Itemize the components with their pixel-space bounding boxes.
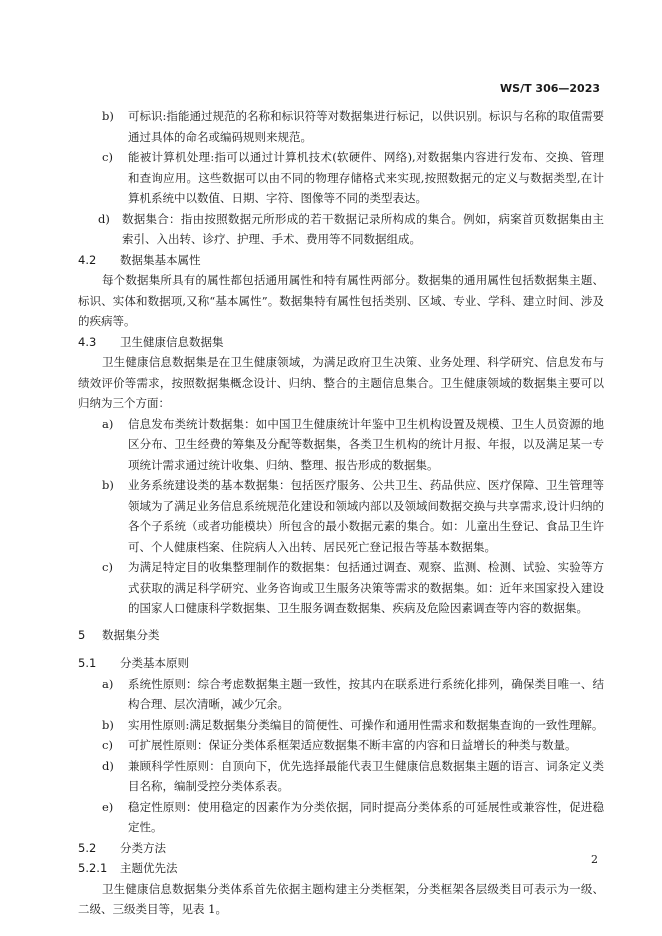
list-item bbox=[78, 674, 604, 715]
list-label: a) bbox=[102, 676, 114, 691]
list-text: 为满足特定目的收集整理制作的数据集：包括通过调查、观察、监测、检测、试验、实验等方式获取的满足科学研究、业务咨询或卫生服务决策等需求的数据集。如：近年来国家投入建设的国家人口健康科学数据集、卫生服务调查数据集、疾病及危险因素调查等内容的数据集。 bbox=[128, 560, 604, 615]
document-body bbox=[78, 106, 604, 920]
section-heading-5-2-1 bbox=[78, 858, 604, 879]
list-text: 系统性原则：综合考虑数据集主题一致性，按其内在联系进行系统化排列，确保类目唯一、结构合理、层次清晰，减少冗余。 bbox=[128, 676, 604, 711]
list-label: b) bbox=[102, 478, 114, 492]
list-item bbox=[78, 735, 604, 756]
section-title: 分类基本原则 bbox=[120, 656, 189, 670]
list-label: c) bbox=[102, 560, 113, 574]
section-heading-5-2 bbox=[78, 838, 604, 859]
list-label: c) bbox=[102, 738, 113, 752]
section-title: 数据集基本属性 bbox=[120, 252, 201, 267]
list-item bbox=[78, 475, 604, 557]
section-heading-5-1 bbox=[78, 653, 604, 674]
section-number: 4.3 bbox=[78, 334, 97, 349]
section-number: 5.1 bbox=[78, 656, 97, 670]
list-item bbox=[78, 557, 604, 619]
list-item bbox=[78, 414, 604, 476]
section-number: 5 bbox=[78, 627, 86, 642]
list-text: 能被计算机处理:指可以通过计算机技术(软硬件、网络),对数据集内容进行发布、交换、管理和查询应用。这些数据可以由不同的物理存储格式来实现,按照数据元的定义与数据类型,在计算机系统中以数值、日期、字符、图像等不同的类型表达。 bbox=[128, 150, 604, 205]
section-title: 主题优先法 bbox=[120, 861, 178, 875]
list-text: 可标识:指能通过规范的名称和标识符等对数据集进行标记，以供识别。标识与名称的取值需要通过具体的命名或编码规则来规范。 bbox=[128, 109, 604, 144]
section-title: 分类方法 bbox=[120, 840, 166, 855]
list-label: e) bbox=[102, 799, 114, 814]
list-label: d) bbox=[102, 758, 114, 773]
list-label: c) bbox=[102, 150, 113, 164]
list-text: 实用性原则:满足数据集分类编目的简便性、可操作和通用性需求和数据集查询的一致性理解。 bbox=[128, 717, 604, 732]
list-text: 稳定性原则：使用稳定的因素作为分类依据，同时提高分类体系的可延展性或兼容性，促进稳定性。 bbox=[128, 799, 604, 834]
list-label: b) bbox=[102, 717, 114, 732]
list-item bbox=[78, 209, 604, 250]
list-item bbox=[78, 756, 604, 797]
list-text: 可扩展性原则：保证分类体系框架适应数据集不断丰富的内容和日益增长的种类与数量。 bbox=[128, 738, 577, 752]
list-label: b) bbox=[102, 109, 114, 123]
section-heading-4-3 bbox=[78, 332, 604, 353]
section-heading-5 bbox=[78, 625, 604, 646]
paragraph: 卫生健康信息数据集分类体系首先依据主题构建主分类框架，分类框架各层级类目可表示为一级、二级、三级类目等，见表 1。 bbox=[78, 881, 604, 916]
list-item bbox=[78, 715, 604, 736]
list-item bbox=[78, 147, 604, 209]
standard-code: WS/T 306—2023 bbox=[500, 82, 600, 95]
list-item bbox=[78, 106, 604, 147]
list-label: d) bbox=[98, 211, 110, 226]
list-text: 信息发布类统计数据集：如中国卫生健康统计年鉴中卫生机构设置及规模、卫生人员资源的地区分布、卫生经费的筹集及分配等数据集，各类卫生机构的统计月报、年报，以及满足某一专项统计需求通过统计收集、归纳、整理、报告形成的数据集。 bbox=[128, 416, 604, 472]
section-title: 数据集分类 bbox=[102, 627, 160, 642]
section-title: 卫生健康信息数据集 bbox=[120, 334, 224, 349]
section-number: 5.2.1 bbox=[78, 861, 108, 875]
paragraph: 每个数据集所具有的属性都包括通用属性和特有属性两部分。数据集的通用属性包括数据集主题、标识、实体和数据项,又称“基本属性”。数据集特有属性包括类别、区域、专业、学科、建立时间、涉及的疾病等。 bbox=[78, 273, 604, 328]
section-number: 4.2 bbox=[78, 252, 97, 267]
paragraph: 卫生健康信息数据集是在卫生健康领域，为满足政府卫生决策、业务处理、科学研究、信息发布与绩效评价等需求，按照数据集概念设计、归纳、整合的主题信息集合。卫生健康领域的数据集主要可以归纳为三个方面： bbox=[78, 355, 604, 410]
page-number: 2 bbox=[591, 852, 598, 866]
list-text: 业务系统建设类的基本数据集：包括医疗服务、公共卫生、药品供应、医疗保障、卫生管理等领域为了满足业务信息系统规范化建设和领域内部以及领域间数据交换与共享需求,设计归纳的各个子系统（或者功能模块）所包含的最小数据元素的集合。如：儿童出生登记、食品卫生许可、个人健康档案、住院病人入出转、居民死亡登记报告等基本数据集。 bbox=[128, 478, 604, 554]
list-text: 兼顾科学性原则：自顶向下，优先选择最能代表卫生健康信息数据集主题的语言、词条定义类目名称，编制受控分类体系表。 bbox=[128, 758, 604, 793]
section-heading-4-2 bbox=[78, 250, 604, 271]
list-label: a) bbox=[102, 416, 114, 431]
section-number: 5.2 bbox=[78, 840, 97, 855]
list-item bbox=[78, 797, 604, 838]
list-text: 数据集合：指由按照数据元所形成的若干数据记录所构成的集合。例如，病案首页数据集由主索引、入出转、诊疗、护理、手术、费用等不同数据组成。 bbox=[122, 211, 604, 246]
